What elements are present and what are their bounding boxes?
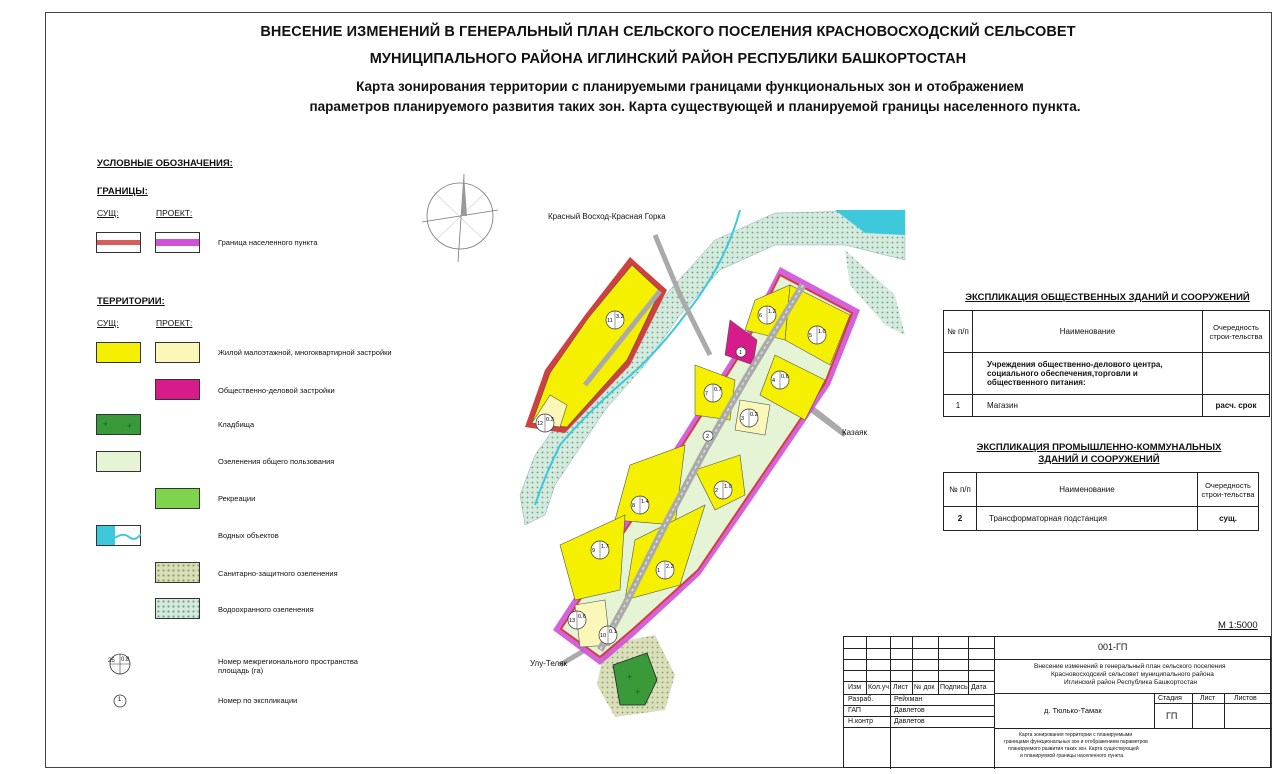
- subtitle-line-2: параметров планируемого развития таких зон. Карта существующей и планируемой границы населенного пункта.: [309, 99, 1081, 114]
- stamp-sheet-label: Лист: [1200, 695, 1216, 702]
- stamp-sheet-desc-4: и планируемой границы населенного пункта.: [1020, 753, 1125, 759]
- table-group-label: Учреждения общественно-делового центра, социального обеспечения,торговли и общественного питания:: [973, 353, 1203, 395]
- road-label-kazayak: Казаяк: [842, 428, 867, 437]
- legend-boundaries-heading: ГРАНИЦЫ:: [97, 186, 148, 197]
- legend-item-green-common: Озеленения общего пользования: [218, 457, 335, 466]
- plot-area: 1.0: [724, 484, 732, 490]
- plot-area: 1.2: [768, 309, 776, 315]
- svg-text:+: +: [635, 687, 641, 697]
- legend-existing-label: СУЩ:: [97, 208, 119, 218]
- legend-marker-label-1: Номер межрегионального пространства: [218, 657, 358, 666]
- table-industrial: [943, 472, 1259, 531]
- legend-item-sanitary: Санитарно-защитного озеленения: [218, 569, 338, 578]
- swatch-residential-existing: [96, 342, 141, 363]
- plot-area: 0.7: [714, 387, 722, 393]
- table-row-order: сущ.: [1198, 507, 1259, 531]
- legend-boundary-label: Граница населенного пункта: [218, 238, 318, 247]
- plot-number: 3: [741, 416, 745, 422]
- plot-area: 1.0: [818, 329, 826, 335]
- stamp-role-2: ГАП: [848, 707, 861, 714]
- plot-marker: [808, 326, 826, 344]
- stamp-desc-2: Красновосходский сельсовет муниципального района: [1051, 671, 1214, 678]
- col-num: № п/п: [944, 311, 973, 353]
- title-line-1: ВНЕСЕНИЕ ИЗМЕНЕНИЙ В ГЕНЕРАЛЬНЫЙ ПЛАН СЕЛЬСКОГО ПОСЕЛЕНИЯ КРАСНОВОСХОДСКИЙ СЕЛЬСОВЕТ: [260, 24, 1076, 40]
- swatch-boundary-project: [155, 232, 200, 253]
- plot-area: 0.1: [609, 629, 617, 635]
- stamp-name-2: Давлетов: [894, 707, 925, 714]
- plot-number: 6: [759, 313, 763, 319]
- map-scale: М 1:5000: [1218, 620, 1258, 631]
- plot-area: 0.2: [750, 412, 758, 418]
- col-order: Очередность строи-тельства: [1198, 473, 1259, 507]
- stamp-role-3: Н.контр: [848, 718, 873, 725]
- plot-marker: [656, 561, 674, 579]
- stamp-name-3: Давлетов: [894, 718, 925, 725]
- plot-marker: [591, 541, 609, 559]
- legend-project-label-2: ПРОЕКТ:: [156, 318, 193, 328]
- table-industrial-title-2: ЗДАНИЙ И СООРУЖЕНИЙ: [1038, 454, 1160, 465]
- stamp-role-1: Разраб.: [848, 696, 874, 703]
- legend-plot-marker-icon: [107, 652, 133, 676]
- table-public-title: ЭКСПЛИКАЦИЯ ОБЩЕСТВЕННЫХ ЗДАНИЙ И СООРУЖЕНИЙ: [965, 292, 1250, 303]
- plot-marker: [599, 626, 617, 644]
- legend-item-water: Водных объектов: [218, 531, 279, 540]
- plot-number: 12: [537, 421, 544, 427]
- plot-area: 0.6: [781, 374, 789, 380]
- table-row-num: 2: [944, 507, 977, 531]
- legend-expl-label: Номер по экспликации: [218, 696, 298, 705]
- legend-item-public: Общественно-деловой застройки: [218, 386, 335, 395]
- swatch-green-common: [96, 451, 141, 472]
- plot-area: 1.4: [641, 499, 649, 505]
- plot-number: 2: [715, 488, 719, 494]
- plot-number: 13: [569, 618, 576, 624]
- stamp-stage: ГП: [1166, 711, 1178, 721]
- legend-item-cemetery: Кладбища: [218, 420, 255, 429]
- legend-item-residential: Жилой малоэтажной, многоквартирной застройки: [218, 348, 392, 357]
- table-row-num: 1: [944, 395, 973, 417]
- road-label-krasny-voskhod: Красный Восход-Красная Горка: [548, 212, 666, 221]
- legend-item-waterprotect: Водоохранного озеленения: [218, 605, 314, 614]
- stamp-col-kol: Кол.уч: [868, 684, 889, 691]
- legend-existing-label-2: СУЩ:: [97, 318, 119, 328]
- plot-marker: [740, 409, 758, 427]
- table-row-name: Трансформаторная подстанция: [977, 507, 1198, 531]
- stamp-desc-1: Внесение изменений в генеральный план сельского поселения: [1034, 663, 1226, 670]
- stamp-col-sign: Подпись: [940, 684, 968, 691]
- plot-number: 1: [657, 568, 661, 574]
- plot-area: 1.7: [601, 544, 609, 550]
- table-public: [943, 310, 1270, 417]
- plot-number: 10: [600, 633, 607, 639]
- stamp-col-date: Дата: [971, 684, 987, 691]
- legend-item-recreation: Рекреации: [218, 494, 256, 503]
- expl-marker-number: 2: [706, 434, 710, 440]
- title-line-2: МУНИЦИПАЛЬНОГО РАЙОНА ИГЛИНСКИЙ РАЙОН РЕСПУБЛИКИ БАШКОРТОСТАН: [369, 51, 967, 67]
- plot-number: 8: [632, 503, 636, 509]
- swatch-sanitary: [155, 562, 200, 583]
- legend-expl-sample: 1: [118, 697, 122, 703]
- stamp-place: д. Тюлько-Тамак: [1044, 706, 1102, 715]
- stamp-code: 001-ГП: [1098, 642, 1128, 652]
- swatch-cemetery: + +: [96, 414, 141, 435]
- stamp-sheets-label: Листов: [1234, 695, 1257, 702]
- col-name: Наименование: [973, 311, 1203, 353]
- plot-marker: [568, 611, 586, 629]
- stamp-sheet-desc-2: границами функциональных зон и отображением параметров: [1004, 739, 1148, 745]
- plot-marker: [758, 306, 776, 324]
- plot-number: 5: [809, 333, 813, 339]
- plot-area: 2.2: [666, 564, 674, 570]
- expl-marker-number: 1: [739, 350, 743, 356]
- legend-marker-val: 0.8: [121, 657, 130, 663]
- col-order: Очередность строи-тельства: [1203, 311, 1270, 353]
- plot-area: 0.3: [546, 417, 554, 423]
- legend-marker-num: 25: [108, 658, 115, 664]
- legend-marker-label-2: площадь (га): [218, 666, 264, 675]
- plot-number: 7: [705, 391, 709, 397]
- swatch-recreation: [155, 488, 200, 509]
- subtitle-line-1: Карта зонирования территории с планируемыми границами функциональных зон и отображением: [356, 79, 1024, 94]
- plot-area: 0.6: [578, 614, 586, 620]
- stamp-name-1: Рейхман: [894, 696, 923, 703]
- plot-marker: [714, 481, 732, 499]
- plot-area: 3.2: [616, 314, 624, 320]
- swatch-water: [96, 525, 141, 546]
- plot-number: 9: [592, 548, 596, 554]
- col-num: № п/п: [944, 473, 977, 507]
- swatch-residential-project: [155, 342, 200, 363]
- swatch-boundary-existing: [96, 232, 141, 253]
- stamp-desc-3: Иглинский район Республика Башкортостан: [1064, 679, 1197, 686]
- col-name: Наименование: [977, 473, 1198, 507]
- table-industrial-title-1: ЭКСПЛИКАЦИЯ ПРОМЫШЛЕННО-КОММУНАЛЬНЫХ: [976, 442, 1222, 453]
- stamp-stage-label: Стадия: [1158, 695, 1182, 702]
- plot-number: 4: [772, 378, 776, 384]
- plot-marker: [771, 371, 789, 389]
- svg-text:+: +: [627, 672, 633, 682]
- plot-number: 11: [607, 318, 613, 324]
- table-row-order: расч. срок: [1203, 395, 1270, 417]
- title-block: [843, 636, 1271, 768]
- swatch-public: [155, 379, 200, 400]
- plot-marker: [631, 496, 649, 514]
- plot-marker: [704, 384, 722, 402]
- stamp-sheet-desc-3: планируемого развития таких зон. Карта существующей: [1008, 746, 1139, 752]
- table-row-name: Магазин: [973, 395, 1203, 417]
- legend-territories-heading: ТЕРРИТОРИИ:: [97, 296, 165, 307]
- plot-marker: [536, 414, 554, 432]
- stamp-col-list: Лист: [893, 684, 909, 691]
- legend-project-label: ПРОЕКТ:: [156, 208, 193, 218]
- plot-marker: [606, 311, 624, 329]
- stamp-col-doc: № док: [914, 684, 935, 691]
- swatch-waterprotect: [155, 598, 200, 619]
- north-arrow-icon: [420, 172, 500, 264]
- legend-heading: УСЛОВНЫЕ ОБОЗНАЧЕНИЯ:: [97, 158, 233, 169]
- road-label-ulu-telyak: Улу-Теляк: [530, 659, 567, 668]
- stamp-sheet-desc-1: Карта зонирования территории с планируемыми: [1019, 732, 1133, 738]
- stamp-col-izm: Изм: [848, 684, 862, 691]
